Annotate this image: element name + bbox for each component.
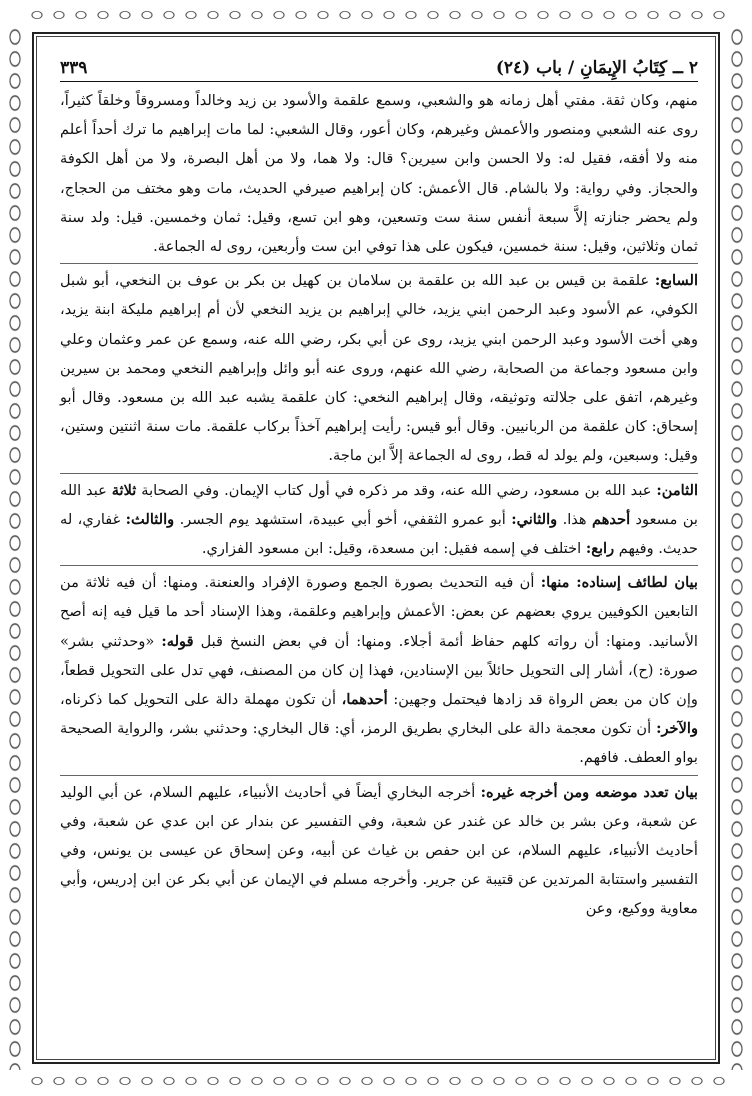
paragraph-text: اختلف في إسمه فقيل: ابن مسعدة، وقيل: ابن مسعود الفزاري. (201, 540, 586, 558)
paragraph-text: منهم، وكان ثقة. مفتي أهل زمانه هو والشعبي، وسمع علقمة والأسود بن زيد وخالداً ومسروقاً وخلقاً كثيراً، روى عنه الشعبي ومنصور والأعمش وغيرهم، وكان أعور، وقال الشعبي: لما مات إبراهيم ما ترك أحداً أعلم منه ولا أفقه، فقيل له: ولا الحسن وابن سيرين؟ قال: ولا هما، ولا من أهل البصرة، ولا من أهل الكوفة والحجاز. وفي رواية: ولا بالشام. قال الأعمش: كان إبراهيم صيرفي الحديث، مات وهو مختف من الحجاج، ولم يحضر جنازته إلاَّ سبعة أنفس سنة ست وتسعين، وهو ابن تسع، وقيل: ثمان وخمسين. قيل: ولد سنة ثمان وثلاثين، وقيل: سنة خمسين، فيكون على هذا توفي ابن ست وأربعين، روى له الجماعة. (60, 92, 698, 256)
paragraph-eighth-narrator (60, 473, 698, 564)
bold-term: رابع: (585, 540, 615, 558)
paragraph-text: أن فيه التحديث بصورة الجمع وصورة الإفراد والعنعنة. ومنها: أن فيه ثلاثة من التابعين الكوفيين يروي بعضهم عن بعض: الأعمش وإبراهيم وعلقمة، وهذا الإسناد أحد ما قيل فيه إنه أصح الأسانيد. ومنها: أن رواته كلهم حفاظ أئمة أجلاء. ومنها: أن في بعض النسخ قبل (60, 574, 698, 650)
section-lead: الثامن: (656, 481, 698, 499)
bold-term: ثلاثة (111, 481, 137, 499)
paragraph-takhrij (60, 775, 698, 924)
paragraph-isnad-notes (60, 565, 698, 772)
paragraph-text: أبو عمرو الثقفي، أخو أبي عبيدة، استشهد يوم الجسر. (174, 510, 512, 528)
section-lead: بيان تعدد موضعه ومن أخرجه غيره: (480, 783, 698, 801)
bold-term: والثالث: (125, 510, 175, 528)
section-lead: بيان لطائف إسناده: منها: (540, 574, 698, 592)
paragraph-text: غفاري، له حديث. وفيهم (60, 510, 698, 558)
paragraph-text: «وحدثني بشر» صورة: (ح)، أشار إلى التحويل حائلاً بين الإسنادين، فهذا إن كان من المصنف، فهي تدل على التحويل قطعاً، وإن كان من بعض الرواة قد زادها فيحتمل وجهين: (60, 632, 698, 709)
top-ornament (26, 6, 726, 24)
bold-term: والثاني: (511, 510, 558, 528)
bold-term: قوله: (161, 632, 194, 650)
bold-term: أحدهم (592, 510, 631, 528)
right-ornament (728, 26, 746, 1070)
bold-term: أحدهما، (341, 691, 388, 709)
paragraph-ibrahim (60, 86, 698, 261)
section-lead: السابع: (654, 272, 698, 290)
page-content (60, 58, 698, 1058)
paragraph-text: أخرجه البخاري أيضاً في أحاديث الأنبياء، عليهم السلام، عن أبي الوليد عن شعبة، وعن بشر بن خالد عن غندر عن شعبة، وفي التفسير عن بندار عن ابن عدي عن شعبة، وفي أحاديث الأنبياء، عليهم السلام، عن ابن حفص بن غياث عن أبيه، وعن إسحاق عن عيسى بن يونس، وفي التفسير واستتابة المرتدين عن قتيبة عن جرير. وأخرجه مسلم في الإيمان عن أبي بكر عن ابن إدريس، وأبي معاوية ووكيع، وعن (60, 783, 698, 918)
paragraph-text: أن تكون مهملة دالة على التحويل كما ذكرناه، (60, 691, 342, 709)
paragraph-text: أن تكون معجمة دالة على البخاري بطريق الرمز، أي: قال البخاري: وحدثني بشر، والرواية الصحيحة بواو العطف. فافهم. (60, 720, 698, 767)
paragraph-seventh-narrator (60, 263, 698, 470)
bold-term: والآخر: (656, 720, 698, 738)
paragraph-text: عبد الله بن مسعود (60, 481, 698, 528)
page-number: ٣٣٩ (60, 58, 88, 78)
paragraph-text: هذا. (557, 510, 592, 528)
running-header (60, 58, 698, 82)
bottom-ornament (26, 1072, 726, 1090)
chapter-title: ٢ ــ كِتَابُ الإِيمَانِ / باب (٢٤) (495, 58, 698, 78)
left-ornament (6, 26, 24, 1070)
paragraph-text: عبد الله بن مسعود، رضي الله عنه، وقد مر ذكره في أول كتاب الإيمان. وفي الصحابة (136, 481, 657, 499)
paragraph-text: علقمة بن قيس بن عبد الله بن علقمة بن سلامان بن كهيل بن بكر بن عوف بن النخعي، أبو شبل الكوفي، عم الأسود وعبد الرحمن ابني يزيد، خالي إبراهيم بن يزيد النخعي لأن أم إبراهيم مليكة ابنة يزيد، وهي أخت الأسود وعبد الرحمن ابني يزيد، روى عن أبي بكر، رضي الله عنه، وسمع عن عمر وعثمان وعلي وابن مسعود وجماعة من الصحابة، رضي الله عنهم، وروى عنه أبو وائل وإبراهيم النخعي ومحمد بن سيرين وغيرهم، اتفق على جلالته وتوثيقه، وقال إبراهيم النخعي: كان علقمة يشبه عبد الله بن مسعود. وقال أبو إسحاق: كان علقمة من الربانيين. وقال أبو قيس: رأيت إبراهيم آخذاً بركاب علقمة. مات سنة اثنتين وستين، وقيل: وسبعين، ولم يولد له قط، روى له الجماعة إلاَّ ابن ماجة. (60, 272, 698, 465)
